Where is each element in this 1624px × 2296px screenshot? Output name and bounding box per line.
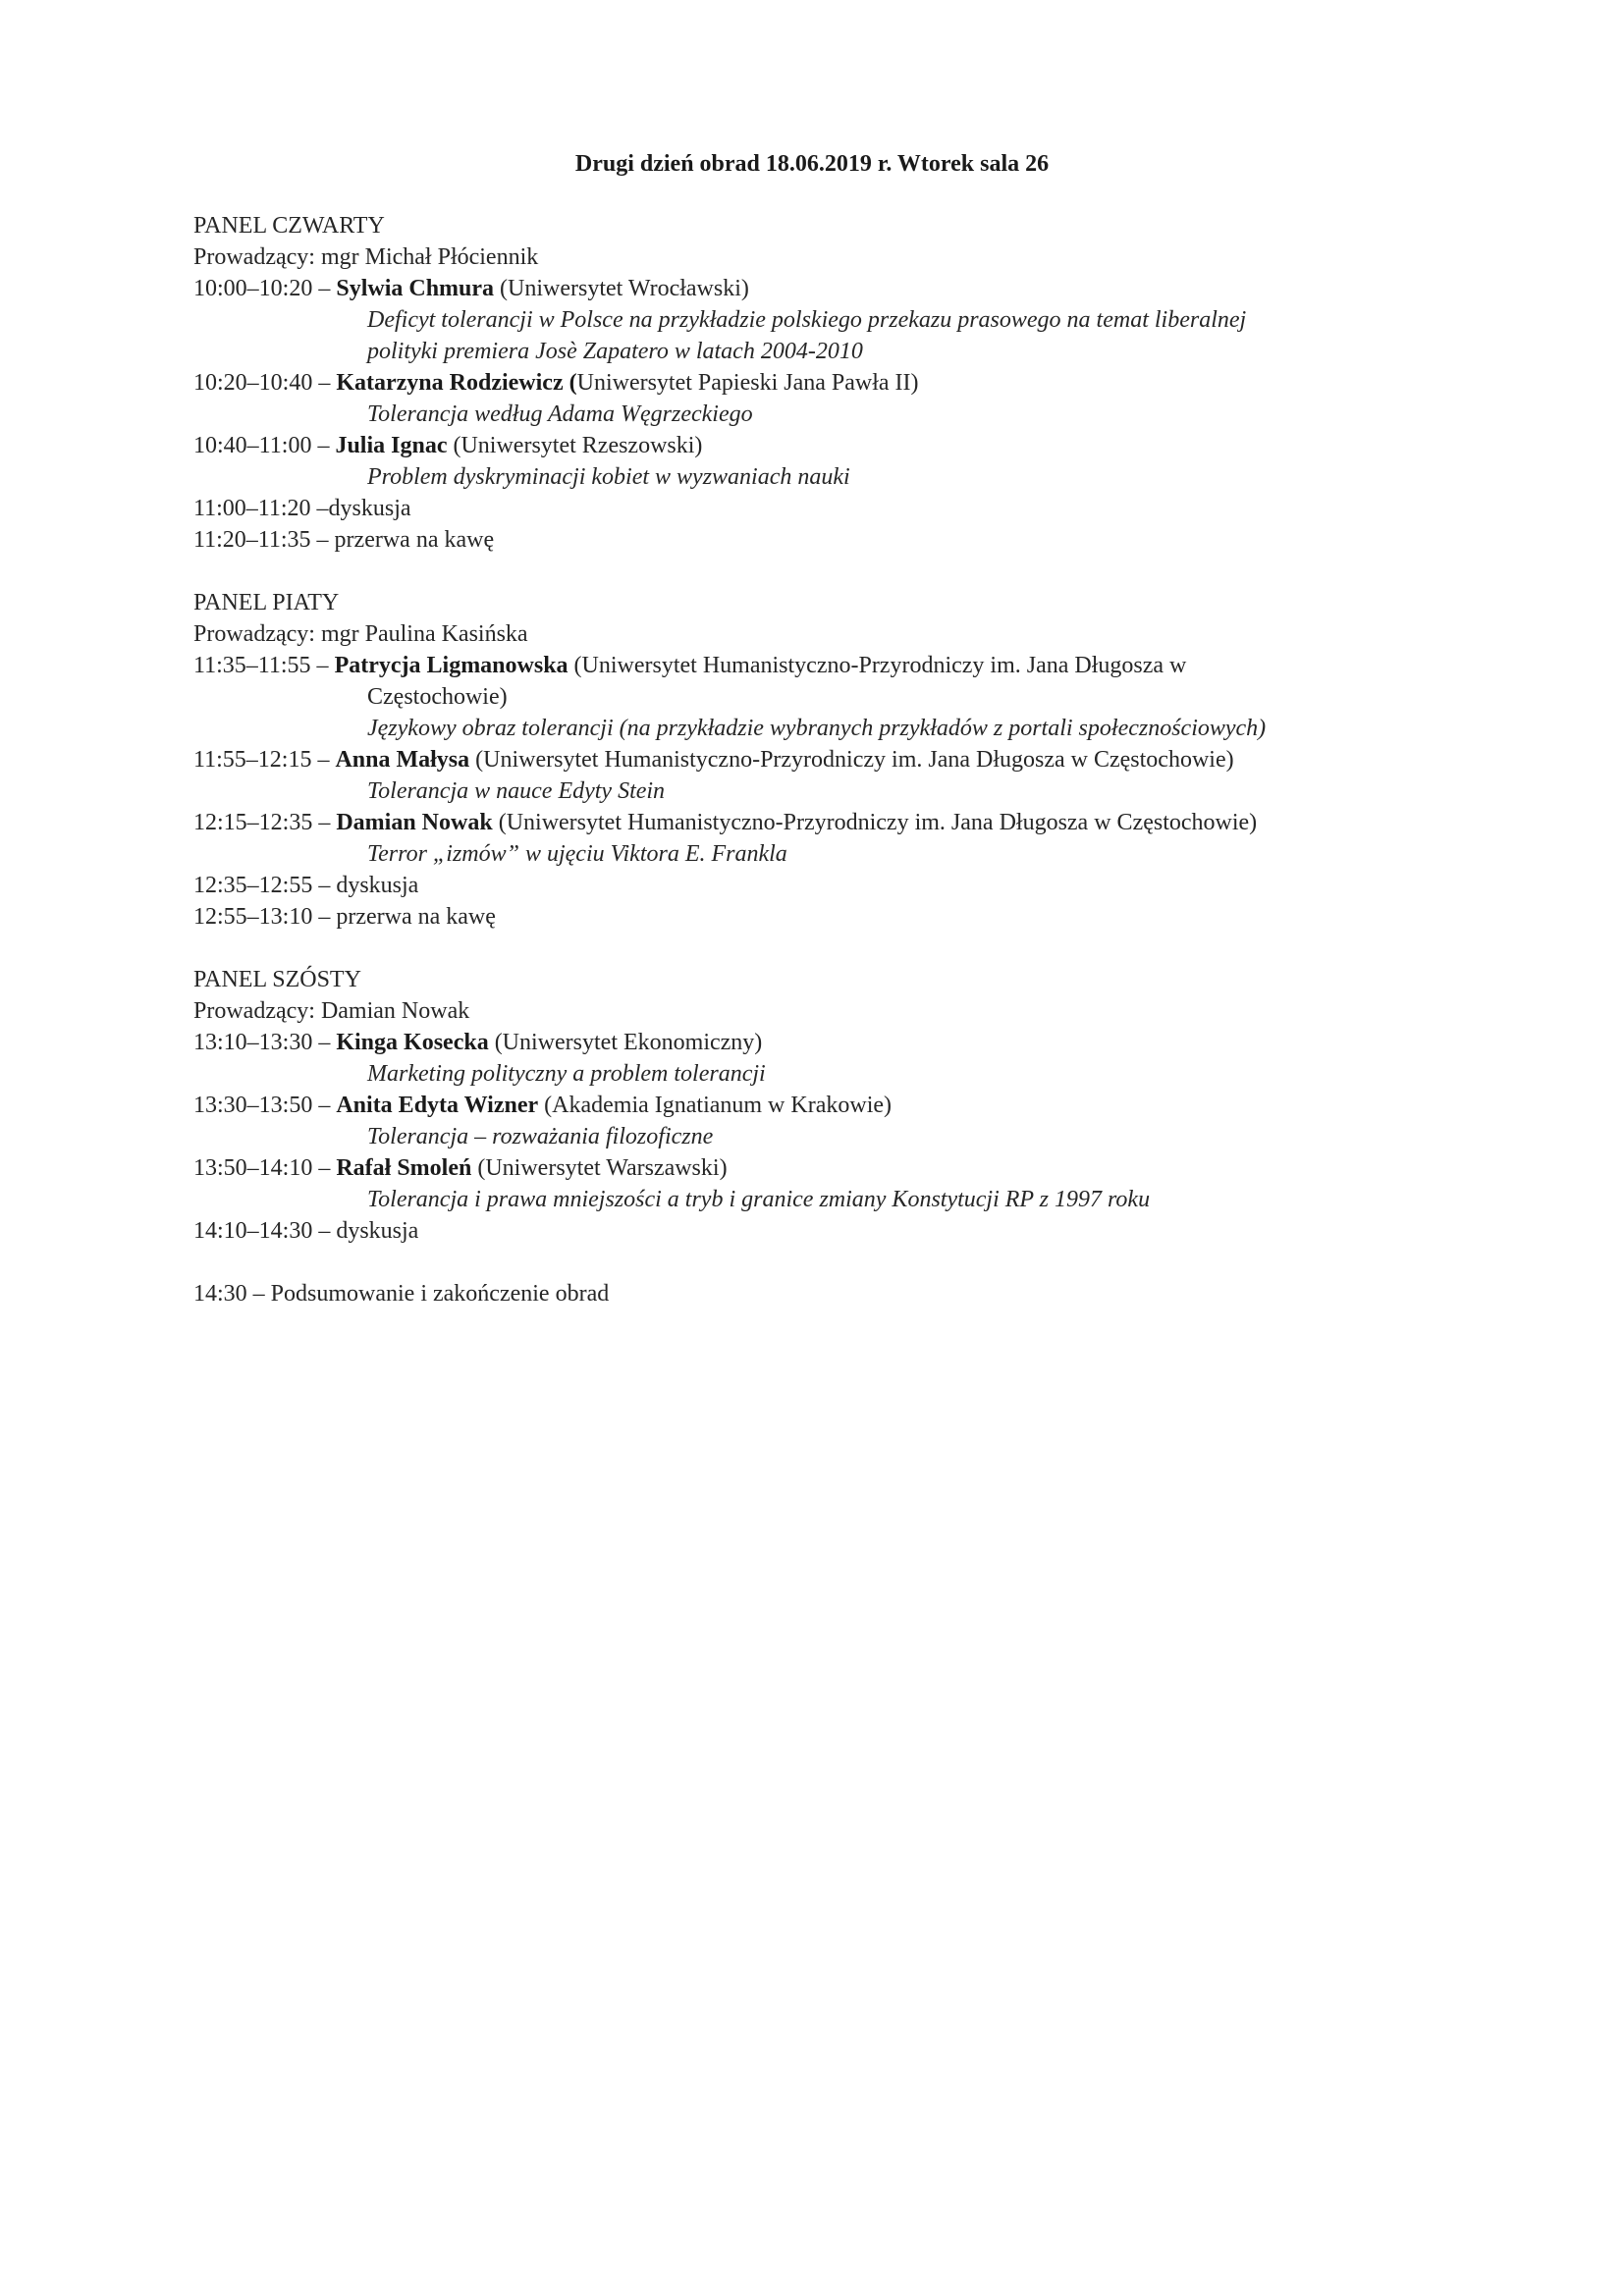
schedule-break: 12:35–12:55 – dyskusja [193, 873, 419, 898]
talk-affiliation: (Uniwersytet Ekonomiczny) [494, 1030, 763, 1055]
talk-affiliation: (Uniwersytet Humanistyczno-Przyrodniczy im. Jana Długosza w Częstochowie) [498, 810, 1258, 835]
talk-speaker: Patrycja Ligmanowska [334, 653, 568, 678]
talk-topic: Terror „izmów” w ujęciu Viktora E. Frankla [367, 841, 787, 867]
talk-topic: Deficyt tolerancji w Polsce na przykładzie polskiego przekazu prasowego na temat liberalnej [367, 307, 1247, 333]
talk-item [193, 1027, 1470, 1090]
talk-time: 13:30–13:50 – [193, 1093, 331, 1118]
panel-piaty [193, 587, 1470, 933]
talk-item [193, 1152, 1470, 1215]
schedule-break: 11:00–11:20 –dyskusja [193, 496, 411, 521]
talk-topic: Marketing polityczny a problem tolerancji [367, 1061, 766, 1087]
talk-time: 12:15–12:35 – [193, 810, 331, 835]
talk-speaker: Rafał Smoleń [336, 1155, 472, 1181]
talk-item [193, 807, 1470, 870]
panel-czwarty [193, 210, 1470, 556]
talk-topic: Tolerancja według Adama Węgrzeckiego [367, 401, 753, 427]
talk-affiliation: (Uniwersytet Humanistyczno-Przyrodniczy im. Jana Długosza w Częstochowie) [475, 747, 1234, 773]
schedule-break: 12:55–13:10 – przerwa na kawę [193, 904, 496, 930]
talk-item [193, 367, 1470, 430]
schedule [193, 210, 1470, 1309]
talk-speaker: Sylwia Chmura [336, 276, 495, 301]
talk-topic-continued: polityki premiera Josè Zapatero w latach 2004-2010 [367, 339, 863, 364]
talk-affiliation: (Uniwersytet Humanistyczno-Przyrodniczy im. Jana Długosza w [573, 653, 1187, 678]
panel-chair: Prowadzący: mgr Paulina Kasińska [193, 621, 528, 647]
talk-topic: Tolerancja w nauce Edyty Stein [367, 778, 666, 804]
panel-name: PANEL SZÓSTY [193, 967, 361, 992]
page-title: Drugi dzień obrad 18.06.2019 r. Wtorek sala 26 [574, 151, 1050, 177]
talk-speaker: Damian Nowak [336, 810, 493, 835]
closing-line: 14:30 – Podsumowanie i zakończenie obrad [193, 1281, 610, 1307]
talk-time: 13:10–13:30 – [193, 1030, 331, 1055]
panel-chair: Prowadzący: Damian Nowak [193, 998, 470, 1024]
panel-name: PANEL CZWARTY [193, 213, 385, 239]
talk-speaker: Katarzyna Rodziewicz ( [336, 370, 577, 396]
talk-topic: Problem dyskryminacji kobiet w wyzwaniach nauki [367, 464, 850, 490]
schedule-break: 11:20–11:35 – przerwa na kawę [193, 527, 495, 553]
talk-item [193, 650, 1470, 744]
talk-time: 10:20–10:40 – [193, 370, 331, 396]
talk-speaker: Julia Ignac [335, 433, 448, 458]
talk-topic: Językowy obraz tolerancji (na przykładzie wybranych przykładów z portali społecznościowych) [367, 716, 1267, 741]
talk-time: 11:35–11:55 – [193, 653, 329, 678]
talk-affiliation-continued: Częstochowie) [367, 684, 508, 710]
talk-affiliation: (Akademia Ignatianum w Krakowie) [544, 1093, 893, 1118]
panel-name: PANEL PIATY [193, 590, 340, 615]
talk-affiliation: (Uniwersytet Warszawski) [477, 1155, 728, 1181]
talk-speaker: Kinga Kosecka [336, 1030, 489, 1055]
talk-item [193, 273, 1470, 367]
talk-affiliation: (Uniwersytet Wrocławski) [500, 276, 749, 301]
talk-topic: Tolerancja i prawa mniejszości a tryb i granice zmiany Konstytucji RP z 1997 roku [367, 1187, 1151, 1212]
talk-time: 11:55–12:15 – [193, 747, 330, 773]
talk-time: 10:40–11:00 – [193, 433, 330, 458]
talk-affiliation: Uniwersytet Papieski Jana Pawła II) [576, 370, 919, 396]
talk-time: 10:00–10:20 – [193, 276, 331, 301]
talk-item [193, 744, 1470, 807]
talk-item [193, 430, 1470, 493]
talk-speaker: Anita Edyta Wizner [336, 1093, 539, 1118]
schedule-break: 14:10–14:30 – dyskusja [193, 1218, 419, 1244]
talk-time: 13:50–14:10 – [193, 1155, 331, 1181]
panel-chair: Prowadzący: mgr Michał Płóciennik [193, 244, 539, 270]
talk-affiliation: (Uniwersytet Rzeszowski) [453, 433, 703, 458]
panel-szosty [193, 964, 1470, 1247]
talk-speaker: Anna Małysa [335, 747, 470, 773]
talk-topic: Tolerancja – rozważania filozoficzne [367, 1124, 714, 1149]
talk-item [193, 1090, 1470, 1152]
